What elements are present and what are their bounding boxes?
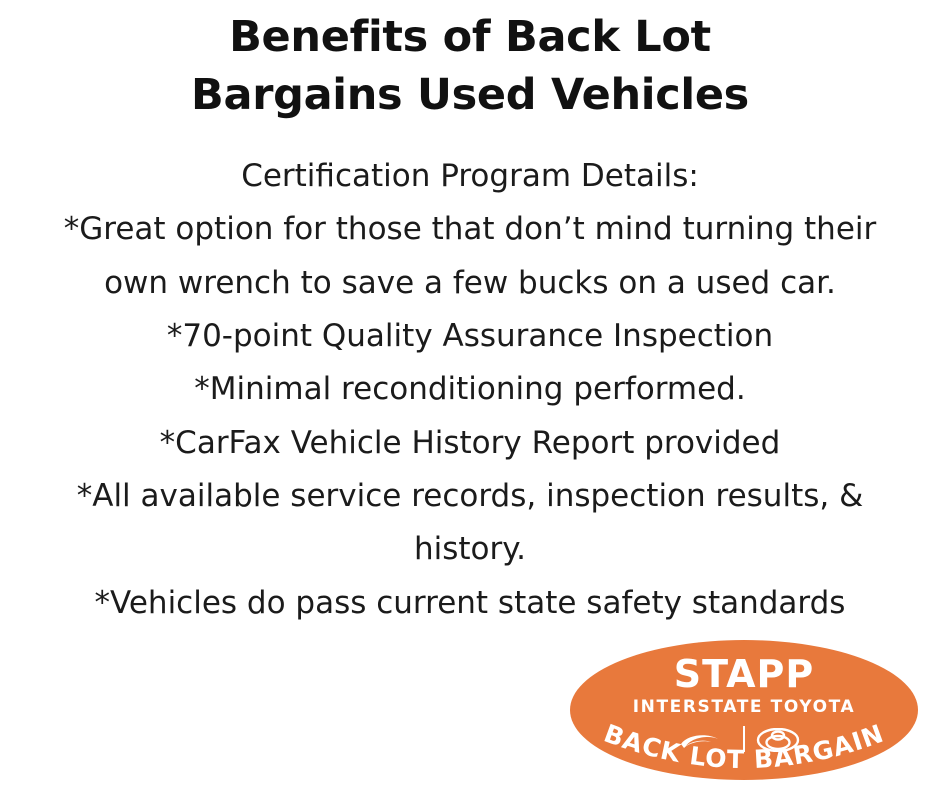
detail-line-4: *CarFax Vehicle History Report provided bbox=[159, 424, 781, 461]
detail-line-3: *Minimal reconditioning performed. bbox=[194, 371, 746, 408]
certification-details bbox=[0, 150, 940, 630]
detail-line-2: *70-point Quality Assurance Inspection bbox=[166, 318, 774, 355]
detail-line-5b: history. bbox=[413, 531, 527, 568]
swoosh-icon bbox=[678, 728, 724, 752]
logo-brand-text: STAPP bbox=[673, 652, 815, 696]
logo-subtitle-text: INTERSTATE TOYOTA bbox=[632, 697, 856, 717]
page-title-line-1: Benefits of Back Lot bbox=[229, 12, 711, 62]
stapp-interstate-toyota-logo bbox=[570, 640, 918, 780]
page-title-line-2: Bargains Used Vehicles bbox=[191, 70, 749, 121]
details-heading: Certification Program Details: bbox=[241, 158, 699, 195]
detail-line-6: *Vehicles do pass current state safety standards bbox=[94, 584, 846, 621]
page-title bbox=[0, 0, 940, 124]
logo-tagline-text: BACK LOT BARGAIN bbox=[600, 718, 888, 775]
logo-ellipse-background bbox=[570, 640, 918, 780]
logo-divider bbox=[743, 726, 745, 752]
detail-line-5a: *All available service records, inspection results, & bbox=[76, 477, 864, 514]
detail-line-1b: own wrench to save a few bucks on a used car. bbox=[104, 264, 836, 301]
toyota-emblem-icon bbox=[756, 728, 800, 752]
detail-line-1a: *Great option for those that don’t mind turning their bbox=[63, 211, 877, 248]
